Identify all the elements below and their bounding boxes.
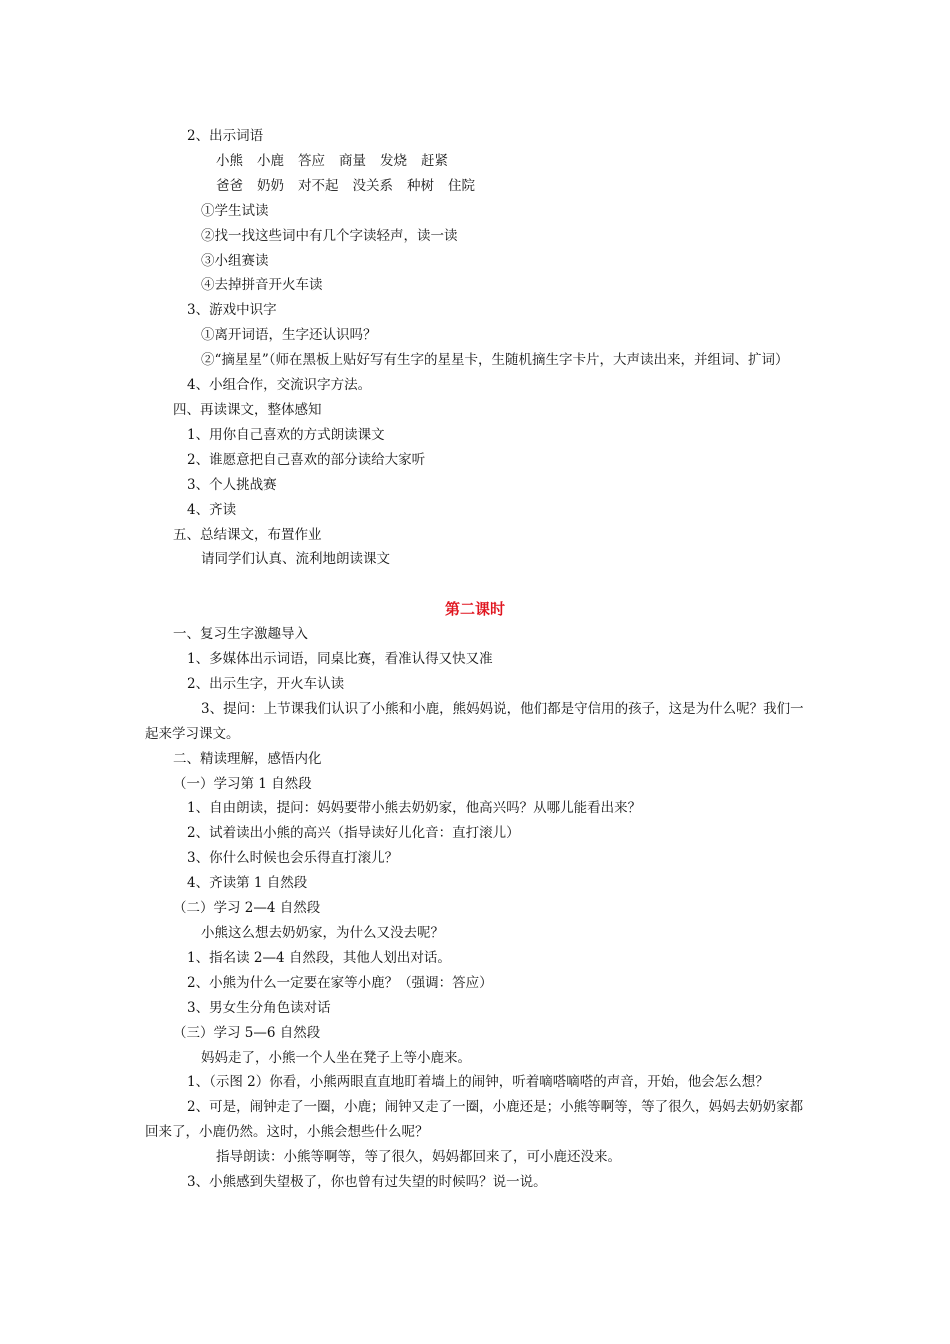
- item-line: 1、指名读 2—4 自然段，其他人划出对话。: [187, 949, 451, 966]
- homework-line: 请同学们认真、流利地朗读课文: [201, 551, 390, 568]
- step-line: ①学生试读: [201, 202, 269, 219]
- word: 发烧: [380, 152, 407, 169]
- subsection-heading: （一）学习第 1 自然段: [173, 775, 312, 792]
- question-line: 小熊这么想去奶奶家，为什么又没去呢？: [201, 924, 444, 941]
- item-line-wrapped: 2、可是，闹钟走了一圈，小鹿；闹钟又走了一圈，小鹿还是；小熊等啊等，等了很久，妈妈去奶奶家都回来了，小鹿仍然。这时，小熊会想些什么呢？: [145, 1099, 804, 1141]
- item-line: 4、齐读: [187, 501, 237, 518]
- item-line: 1、（示图 2）你看，小熊两眼直直地盯着墙上的闹钟，听着嘀嗒嘀嗒的声音，开始，他会怎么想？: [187, 1074, 769, 1091]
- item-line-wrapped: 3、提问：上节课我们认识了小熊和小鹿，熊妈妈说，他们都是守信用的孩子，这是为什么呢？我们一起来学习课文。: [145, 700, 804, 742]
- word: 小熊: [216, 152, 243, 169]
- lesson-title: 第二课时: [444, 600, 505, 619]
- word: 答应: [298, 152, 325, 169]
- item-line: 1、用你自己喜欢的方式朗读课文: [187, 426, 385, 443]
- word: 奶奶: [257, 177, 284, 194]
- item-line: 3、你什么时候也会乐得直打滚儿？: [187, 850, 399, 867]
- item-line: 3、男女生分角色读对话: [187, 999, 331, 1016]
- word: 小鹿: [257, 152, 284, 169]
- step-line: ②找一找这些词中有几个字读轻声，读一读: [201, 227, 458, 244]
- item-line: 2、小熊为什么一定要在家等小鹿？（强调：答应）: [187, 974, 493, 991]
- item-line: 1、自由朗读，提问：妈妈要带小熊去奶奶家，他高兴吗？从哪儿能看出来？: [187, 800, 642, 817]
- section-heading: 四、再读课文，整体感知: [173, 401, 322, 418]
- item-line: 3、个人挑战赛: [187, 476, 277, 493]
- item-line: 4、齐读第 1 自然段: [187, 875, 308, 892]
- word: 爸爸: [216, 177, 243, 194]
- section-heading: 二、精读理解，感悟内化: [173, 750, 322, 767]
- item-line: 1、多媒体出示词语，同桌比赛，看准认得又快又准: [187, 651, 493, 668]
- word: 对不起: [298, 177, 339, 194]
- section-heading: 一、复习生字激趣导入: [173, 626, 308, 643]
- word-list-row-2: [0, 174, 950, 199]
- word: 没关系: [352, 177, 393, 194]
- step-line-wrapped: ②“摘星星”（师在黑板上贴好写有生字的星星卡，生随机摘生字卡片，大声读出来，并组词、扩词）: [201, 352, 789, 369]
- item-game: 3、游戏中识字: [187, 302, 277, 319]
- step-line: ③小组赛读: [201, 252, 269, 269]
- word-list-row-1: [0, 149, 950, 174]
- item-line: 2、出示生字，开火车认读: [187, 675, 345, 692]
- item-line: 3、小熊感到失望极了，你也曾有过失望的时候吗？说一说。: [187, 1174, 547, 1191]
- word: 种树: [407, 177, 434, 194]
- reading-guide-line: 指导朗读：小熊等啊等，等了很久，妈妈都回来了，可小鹿还没来。: [216, 1149, 621, 1166]
- item-group: 4、小组合作，交流识字方法。: [187, 377, 372, 394]
- word: 赶紧: [421, 152, 448, 169]
- step-line: ①离开词语，生字还认识吗？: [201, 327, 377, 344]
- subsection-heading: （二）学习 2—4 自然段: [173, 900, 321, 917]
- document-body: [0, 124, 950, 1195]
- subsection-heading: （三）学习 5—6 自然段: [173, 1024, 321, 1041]
- word: 商量: [339, 152, 366, 169]
- step-line: ④去掉拼音开火车读: [201, 277, 323, 294]
- section-heading: 五、总结课文，布置作业: [173, 526, 322, 543]
- word: 住院: [448, 177, 475, 194]
- item-show-words: 2、出示词语: [187, 128, 264, 144]
- item-line: 2、谁愿意把自己喜欢的部分读给大家听: [187, 451, 426, 468]
- item-line: 2、试着读出小熊的高兴（指导读好儿化音：直打滚儿）: [187, 825, 520, 842]
- narrative-line: 妈妈走了，小熊一个人坐在凳子上等小鹿来。: [201, 1049, 471, 1066]
- spacer: [0, 572, 950, 597]
